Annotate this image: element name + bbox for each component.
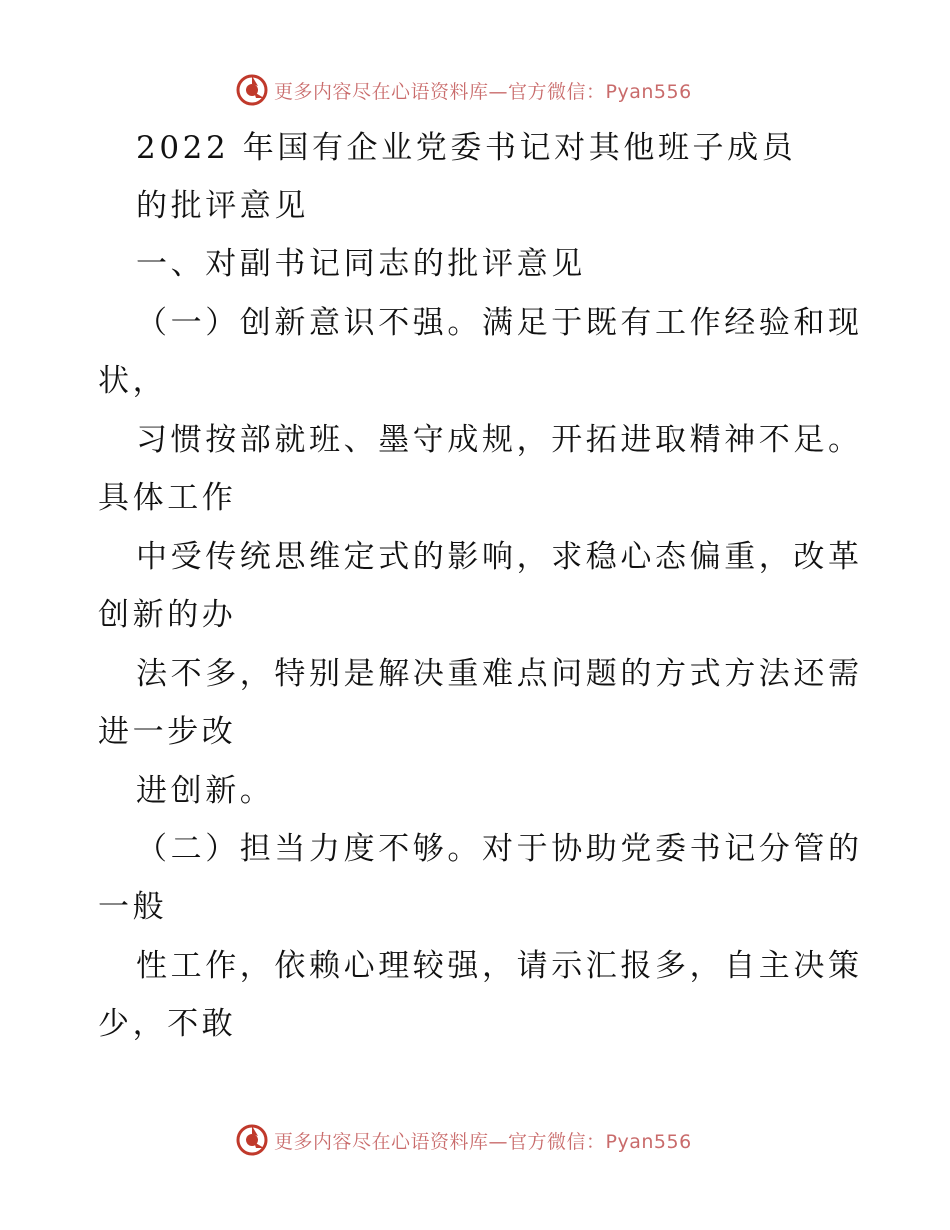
paragraph-line: （一）创新意识不强。满足于既有工作经验和现 (136, 305, 863, 341)
document-title-line-2: 的批评意见 (136, 188, 309, 224)
banner-wechat-id: Pyan556 (605, 80, 692, 103)
paragraph-line: 具体工作 (98, 480, 237, 516)
paragraph-line: 创新的办 (98, 597, 237, 633)
paragraph-line: （二）担当力度不够。对于协助党委书记分管的 (136, 831, 863, 867)
paragraph-line: 法不多，特别是解决重难点问题的方式方法还需 (136, 656, 863, 692)
paragraph-line: 习惯按部就班、墨守成规，开拓进取精神不足。 (136, 422, 863, 458)
banner-brand-text: 更多内容尽在心语资料库 (274, 80, 489, 103)
header-banner (234, 70, 714, 110)
logo-icon (234, 72, 270, 108)
banner-separator: — (488, 80, 509, 103)
logo-icon (234, 1122, 270, 1158)
banner-separator: — (488, 1130, 509, 1153)
paragraph-line: 状， (98, 363, 168, 399)
paragraph-line: 少，不敢 (98, 1006, 237, 1042)
banner-brand-text: 更多内容尽在心语资料库 (274, 1130, 489, 1153)
paragraph-line: 中受传统思维定式的影响，求稳心态偏重，改革 (136, 539, 863, 575)
document-title-line-1: 2022 年国有企业党委书记对其他班子成员 (136, 130, 797, 166)
banner-wechat-id: Pyan556 (605, 1130, 692, 1153)
paragraph-line: 进创新。 (136, 773, 275, 809)
banner-official-label: 官方微信： (508, 80, 606, 103)
section-heading: 一、对副书记同志的批评意见 (136, 246, 586, 282)
paragraph-line: 性工作，依赖心理较强，请示汇报多，自主决策 (136, 948, 863, 984)
footer-banner (234, 1120, 714, 1160)
banner-official-label: 官方微信： (508, 1130, 606, 1153)
paragraph-line: 进一步改 (98, 714, 237, 750)
paragraph-line: 一般 (98, 889, 168, 925)
